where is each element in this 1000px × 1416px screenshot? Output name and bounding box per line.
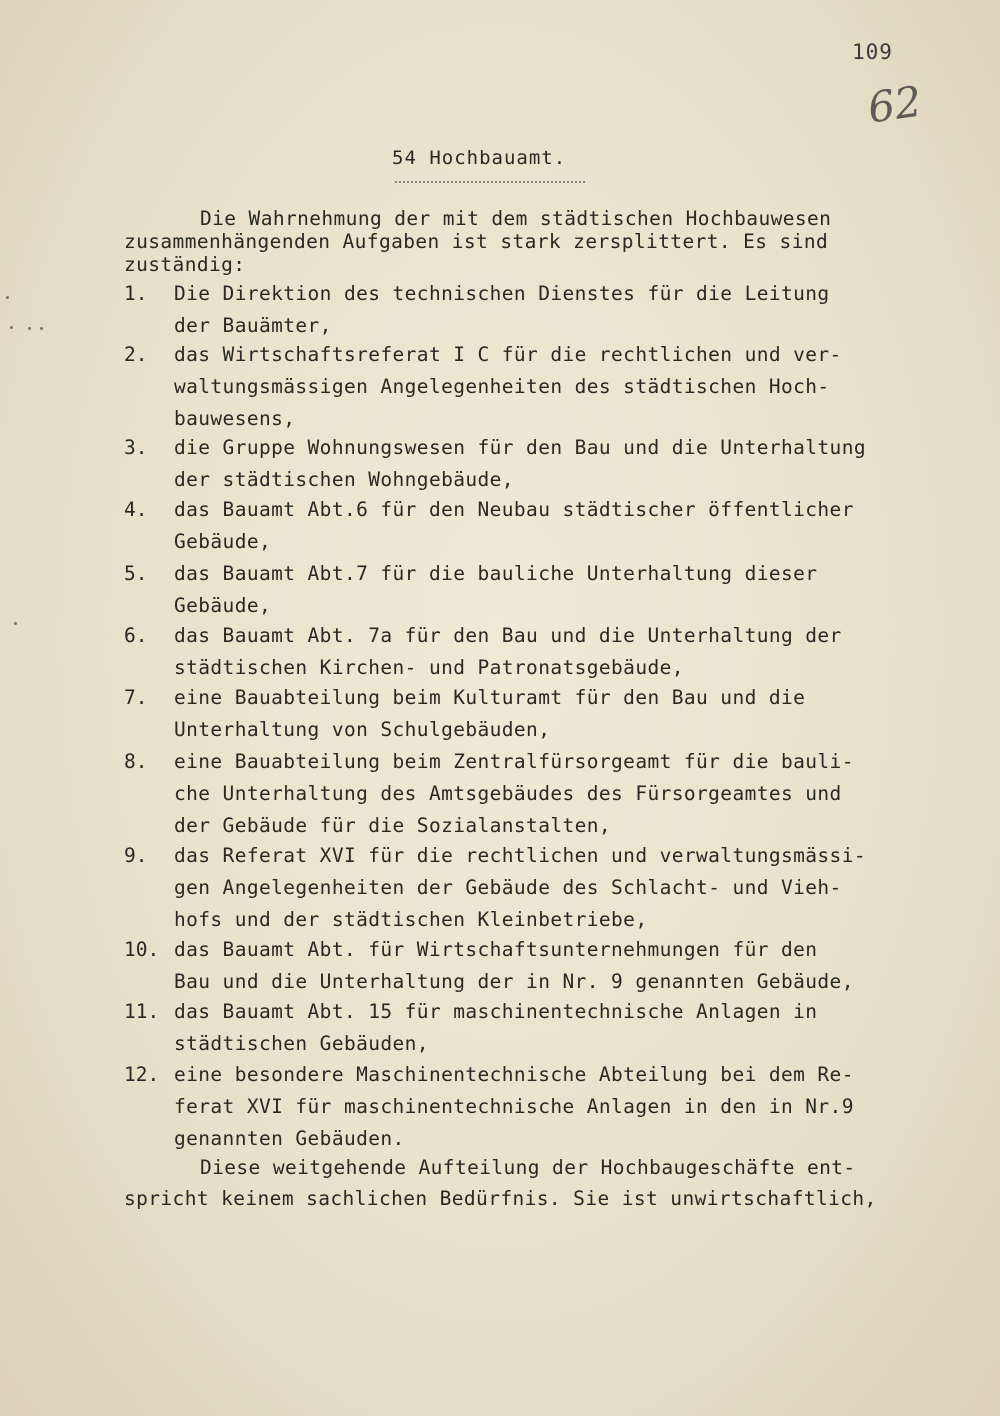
list-item-line: das Referat XVI für die rechtlichen und verwaltungsmässi- [174, 844, 866, 867]
list-item-line: genannten Gebäuden. [174, 1127, 405, 1150]
list-item-line: eine besondere Maschinentechnische Abteilung bei dem Re- [174, 1063, 854, 1086]
list-item-number: 11. [124, 1000, 160, 1023]
list-item-line: Bau und die Unterhaltung der in Nr. 9 genannten Gebäude, [174, 970, 854, 993]
list-item-line: hofs und der städtischen Kleinbetriebe, [174, 908, 648, 931]
section-title: 54 Hochbauamt. [392, 147, 567, 169]
list-item-number: 2. [124, 343, 148, 366]
list-item-line: das Bauamt Abt. 7a für den Bau und die Unterhaltung der [174, 624, 842, 647]
list-item-number: 12. [124, 1063, 160, 1086]
list-item-line: gen Angelegenheiten der Gebäude des Schlacht- und Vieh- [174, 876, 842, 899]
margin-dot [40, 327, 43, 330]
margin-dot [14, 622, 17, 625]
list-item-line: Gebäude, [174, 530, 272, 553]
list-item-line: das Bauamt Abt. 15 für maschinentechnische Anlagen in [174, 1000, 818, 1023]
intro-line: zusammenhängenden Aufgaben ist stark zersplittert. Es sind [124, 230, 829, 253]
list-item-line: Gebäude, [174, 594, 272, 617]
list-item-line: der städtischen Wohngebäude, [174, 468, 514, 491]
margin-dot [6, 296, 9, 299]
list-item-line: waltungsmässigen Angelegenheiten des städtischen Hoch- [174, 375, 830, 398]
list-item-line: das Bauamt Abt.7 für die bauliche Unterhaltung dieser [174, 562, 818, 585]
list-item-number: 8. [124, 750, 148, 773]
list-item-number: 10. [124, 938, 160, 961]
list-item-line: das Bauamt Abt. für Wirtschaftsunternehmungen für den [174, 938, 818, 961]
list-item-line: städtischen Kirchen- und Patronatsgebäude, [174, 656, 684, 679]
list-item-number: 9. [124, 844, 148, 867]
list-item-line: eine Bauabteilung beim Zentralfürsorgeamt für die bauli- [174, 750, 854, 773]
list-item-line: das Wirtschaftsreferat I C für die rechtlichen und ver- [174, 343, 842, 366]
handwritten-folio-number: 62 [864, 76, 925, 133]
page-number: 109 [852, 40, 893, 64]
list-item-line: Die Direktion des technischen Dienstes für die Leitung [174, 282, 830, 305]
list-item-number: 5. [124, 562, 148, 585]
list-item-line: der Gebäude für die Sozialanstalten, [174, 814, 612, 837]
title-underline [395, 181, 585, 183]
list-item-line: das Bauamt Abt.6 für den Neubau städtischer öffentlicher [174, 498, 854, 521]
margin-dot [10, 326, 13, 329]
intro-line: zuständig: [124, 253, 246, 276]
list-item-number: 1. [124, 282, 148, 305]
list-item-line: ferat XVI für maschinentechnische Anlagen in den in Nr.9 [174, 1095, 854, 1118]
closing-line: spricht keinem sachlichen Bedürfnis. Sie ist unwirtschaftlich, [124, 1187, 877, 1210]
margin-dot [28, 327, 31, 330]
intro-line: Die Wahrnehmung der mit dem städtischen Hochbauwesen [200, 207, 832, 230]
list-item-line: der Bauämter, [174, 314, 332, 337]
list-item-line: bauwesens, [174, 407, 296, 430]
list-item-number: 6. [124, 624, 148, 647]
list-item-number: 3. [124, 436, 148, 459]
list-item-line: che Unterhaltung des Amtsgebäudes des Fürsorgeamtes und [174, 782, 842, 805]
list-item-number: 7. [124, 686, 148, 709]
list-item-line: die Gruppe Wohnungswesen für den Bau und die Unterhaltung [174, 436, 866, 459]
list-item-number: 4. [124, 498, 148, 521]
list-item-line: Unterhaltung von Schulgebäuden, [174, 718, 551, 741]
closing-line: Diese weitgehende Aufteilung der Hochbaugeschäfte ent- [200, 1156, 856, 1179]
list-item-line: eine Bauabteilung beim Kulturamt für den Bau und die [174, 686, 806, 709]
list-item-line: städtischen Gebäuden, [174, 1032, 429, 1055]
